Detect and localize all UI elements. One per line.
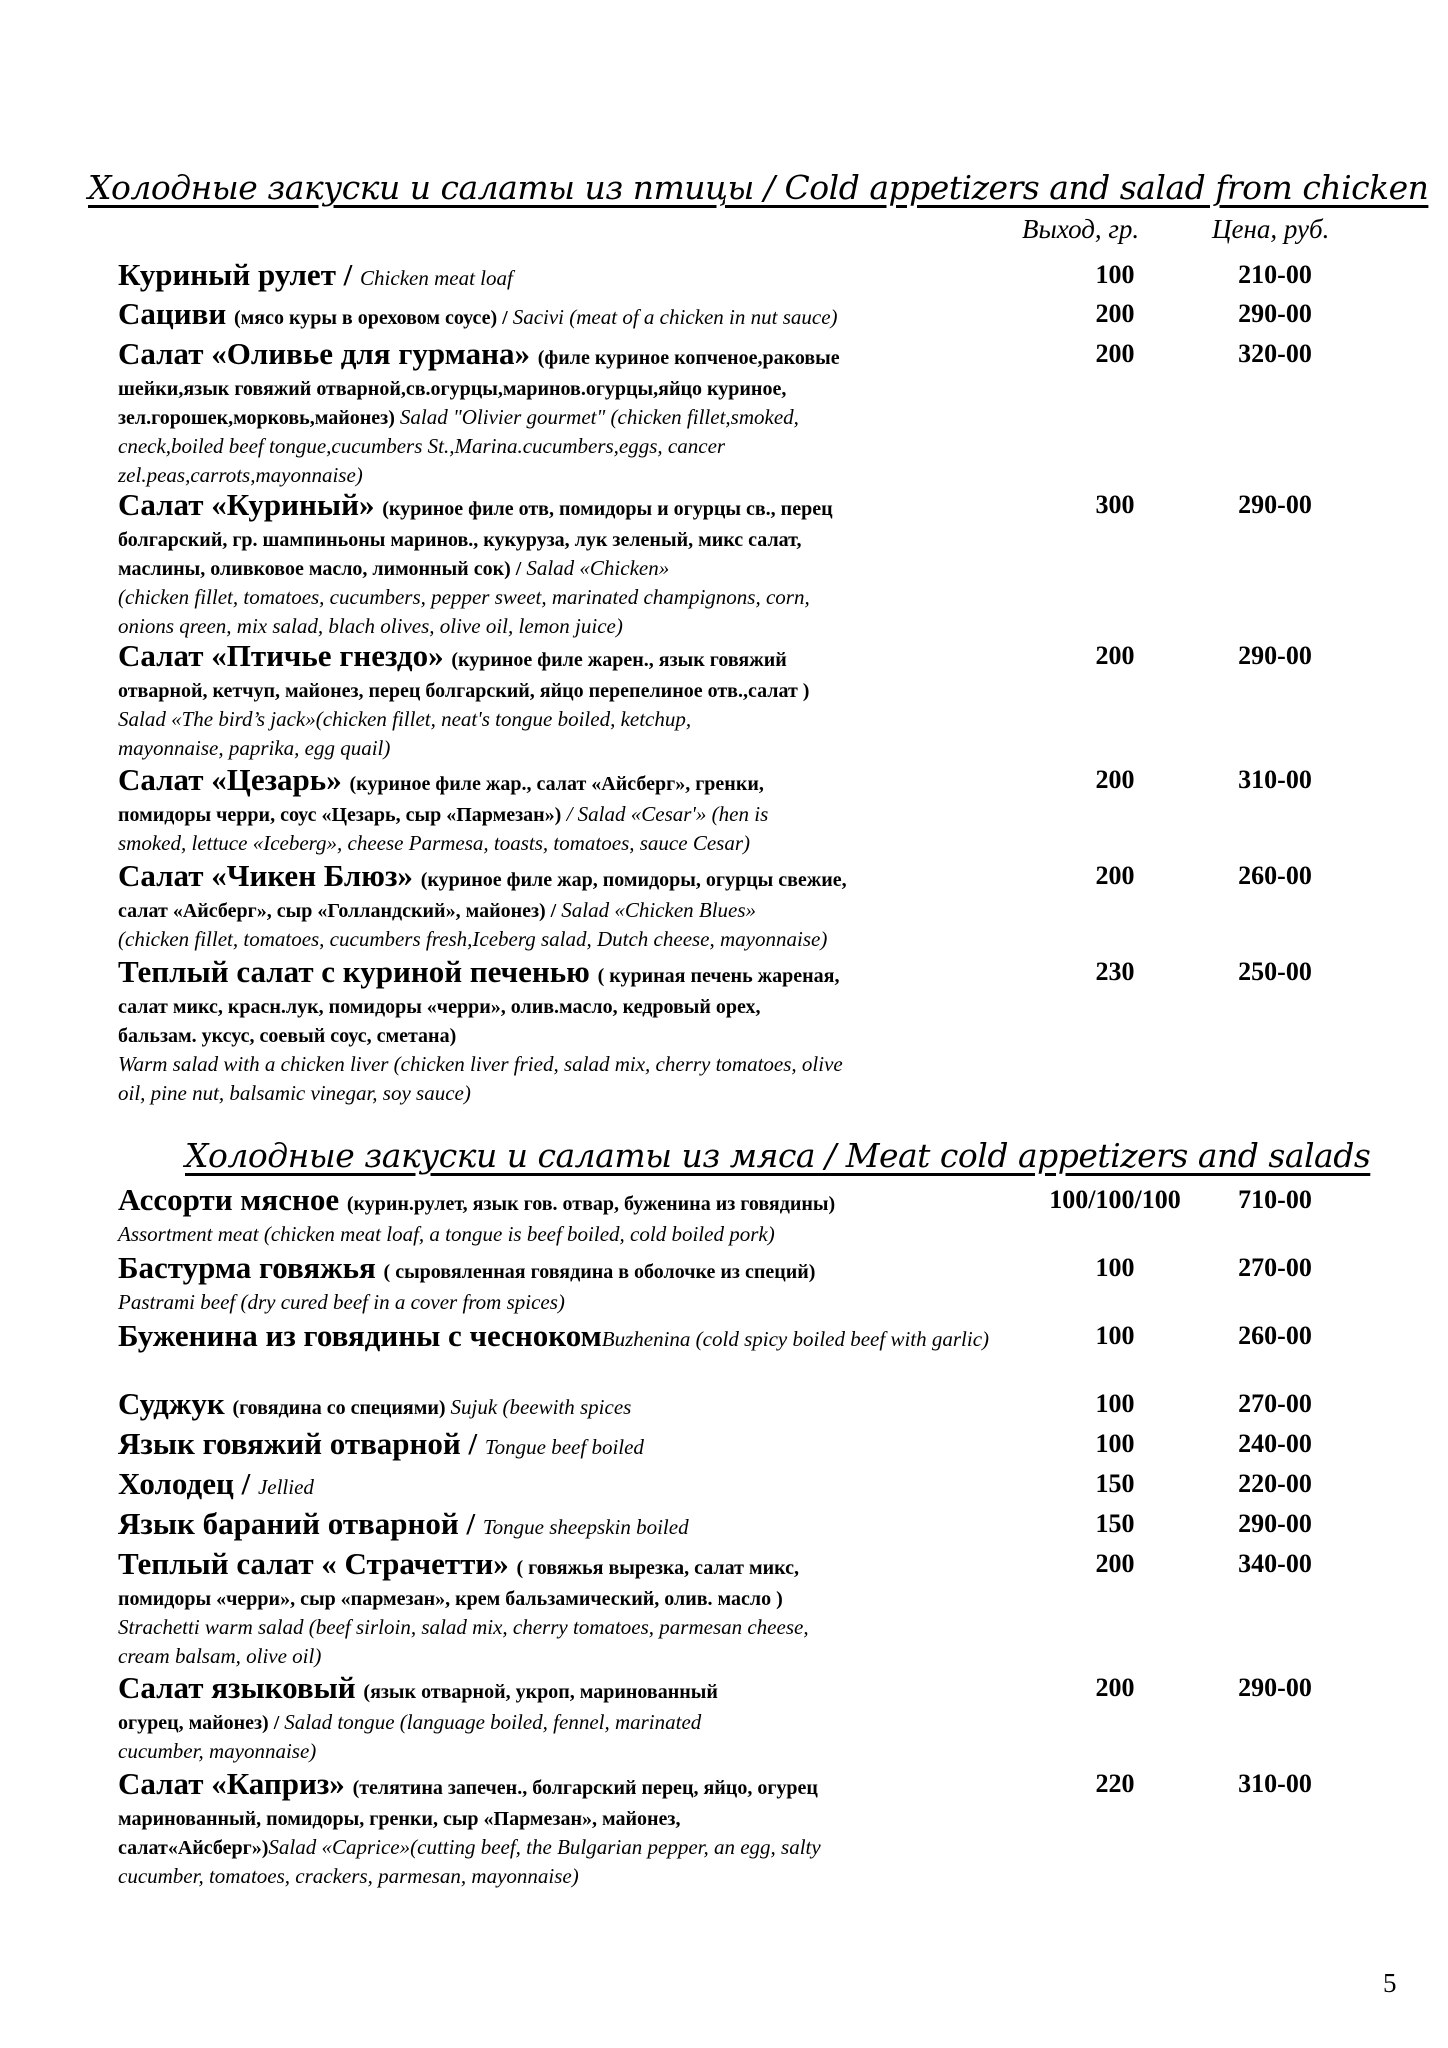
menu-item-description-en: cream balsam, olive oil): [118, 1644, 322, 1668]
menu-item-description-en: mayonnaise, paprika, egg quail): [118, 736, 391, 760]
menu-item-line: [118, 432, 998, 461]
menu-item: [118, 1544, 998, 1671]
menu-item: [118, 1424, 998, 1464]
menu-item-weight: 200: [1095, 1549, 1135, 1578]
page-number: 5: [1383, 1968, 1397, 1998]
menu-item-description-en: Tongue sheepskin boiled: [482, 1515, 689, 1539]
menu-item-weight: 100/100/100: [1049, 1185, 1181, 1214]
menu-item-name: Салат «Каприз»: [118, 1766, 353, 1801]
menu-item-description-en: Buzhenina (cold spicy boiled beef with garlic): [601, 1327, 990, 1351]
menu-item-line: [118, 1544, 998, 1584]
menu-item-price: 290-00: [1238, 641, 1312, 670]
menu-item-description-ru: шейки,язык говяжий отварной,св.огурцы,маринов.огурцы,яйцо куриное,: [118, 378, 787, 400]
menu-item-price: 270-00: [1238, 1253, 1312, 1282]
menu-item-description-ru: (куриное филе отв, помидоры и огурцы св., перец: [382, 498, 833, 520]
menu-item-name: Салат языковый: [118, 1670, 364, 1705]
menu-item-description-ru: ( говяжья вырезка, салат микс,: [516, 1557, 800, 1579]
menu-item-description-en: cucumber, tomatoes, crackers, parmesan, mayonnaise): [118, 1864, 579, 1888]
menu-item-description-ru: зел.горошек,морковь,майонез): [118, 407, 400, 429]
menu-item-name: Теплый салат « Страчетти»: [118, 1546, 517, 1581]
menu-item-line: [118, 676, 998, 705]
menu-item-line: [118, 1384, 998, 1424]
menu-item-weight: 150: [1095, 1469, 1135, 1498]
menu-item-line: [118, 1708, 998, 1737]
menu-item-price: 270-00: [1238, 1389, 1312, 1418]
menu-item-weight: 100: [1095, 1389, 1135, 1418]
menu-item-line: [118, 525, 998, 554]
menu-item-line: [118, 334, 998, 374]
menu-item-line: [118, 1021, 998, 1050]
menu-item-description-en: (chicken fillet, tomatoes, cucumbers, pepper sweet, marinated champignons, corn,: [118, 585, 810, 609]
menu-item-price: 290-00: [1238, 490, 1312, 519]
section-title-chicken: Холодные закуски и салаты из птицы / Cold appetizers and salad from chicken: [88, 168, 1429, 207]
menu-item-line: [118, 1079, 998, 1108]
menu-item-line: [118, 374, 998, 403]
menu-item-description-en: Assortment meat (chicken meat loaf, a tongue is beef boiled, cold boiled pork): [118, 1222, 775, 1246]
menu-item-description-ru: (куриное филе жарен., язык говяжий: [451, 649, 787, 671]
column-header-price: Цена, руб.: [1212, 214, 1330, 244]
menu-item-description-ru: бальзам. уксус, соевый соус, сметана): [118, 1025, 457, 1047]
menu-item-weight: 100: [1095, 1253, 1135, 1282]
menu-item-line: [118, 829, 998, 858]
menu-item-weight: 230: [1095, 957, 1135, 986]
menu-item-description-en: zel.peas,carrots,mayonnaise): [118, 463, 363, 487]
menu-item-description-en: Sujuk (beewith spices: [450, 1395, 632, 1419]
menu-item-line: [118, 734, 998, 763]
menu-item: [118, 1180, 998, 1249]
menu-item-description-en: Salad «Caprice»(cutting beef, the Bulgarian pepper, an egg, salty: [268, 1835, 821, 1859]
menu-item-line: [118, 636, 998, 676]
menu-item-line: [118, 705, 998, 734]
menu-item-price: 210-00: [1238, 260, 1312, 289]
menu-item-name: Салат «Чикен Блюз»: [118, 858, 421, 893]
menu-item-line: [118, 992, 998, 1021]
menu-item-weight: 100: [1095, 1429, 1135, 1458]
menu-item-price: 310-00: [1238, 765, 1312, 794]
menu-item-name: Бастурма говяжья: [118, 1250, 384, 1285]
menu-item-description-en: cucumber, mayonnaise): [118, 1739, 317, 1763]
menu-item: [118, 1464, 998, 1504]
menu-item-line: [118, 925, 998, 954]
menu-item-line: [118, 856, 998, 896]
menu-item-line: [118, 896, 998, 925]
menu-item-line: [118, 1220, 998, 1249]
menu-item-name: Холодец /: [118, 1466, 258, 1501]
menu-item: [118, 485, 998, 641]
menu-item: [118, 1248, 998, 1317]
menu-item-description-ru: (мясо куры в ореховом соусе) /: [233, 307, 513, 329]
menu-item-name: Суджук: [118, 1386, 233, 1421]
menu-item-line: [118, 255, 998, 295]
menu-item-description-ru: маслины, оливковое масло, лимонный сок) /: [118, 558, 527, 580]
menu-item-price: 220-00: [1238, 1469, 1312, 1498]
menu-item-description-en: Jellied: [257, 1475, 314, 1499]
menu-item-description-ru: (язык отварной, укроп, маринованный: [363, 1681, 718, 1703]
menu-item-line: [118, 1050, 998, 1079]
menu-item: [118, 856, 998, 954]
menu-item-description-ru: (филе куриное копченое,раковые: [537, 347, 840, 369]
menu-item-line: [118, 1316, 998, 1356]
menu-item-price: 310-00: [1238, 1769, 1312, 1798]
menu-item-description-ru: (куриное филе жар, помидоры, огурцы свежие,: [420, 869, 847, 891]
menu-item-line: [118, 760, 998, 800]
menu-item-description-en: / Salad «Cesar'» (hen is: [561, 802, 769, 826]
menu-item-weight: 200: [1095, 1673, 1135, 1702]
menu-item-description-en: Tongue beef boiled: [484, 1435, 644, 1459]
menu-item-price: 710-00: [1238, 1185, 1312, 1214]
menu-item-description-en: Salad "Olivier gourmet" (chicken fillet,smoked,: [399, 405, 799, 429]
column-header-weight: Выход, гр.: [1022, 214, 1140, 244]
menu-item-name: Теплый салат с куриной печенью: [118, 954, 598, 989]
menu-item-line: [118, 1833, 998, 1862]
menu-item-line: [118, 403, 998, 432]
menu-item-price: 250-00: [1238, 957, 1312, 986]
menu-item-line: [118, 1584, 998, 1613]
menu-item-description-en: Salad «Chicken»: [526, 556, 670, 580]
menu-item: [118, 636, 998, 763]
menu-item-weight: 220: [1095, 1769, 1135, 1798]
menu-item-description-ru: салат«Айсберг»): [118, 1837, 269, 1859]
menu-item-description-ru: (говядина со специями): [232, 1397, 451, 1419]
menu-item-weight: 100: [1095, 260, 1135, 289]
menu-item-weight: 300: [1095, 490, 1135, 519]
menu-item-description-en: onions qreen, mix salad, blach olives, olive oil, lemon juice): [118, 614, 623, 638]
menu-item: [118, 1504, 998, 1544]
menu-item-description-en: (chicken fillet, tomatoes, cucumbers fresh,Iceberg salad, Dutch cheese, mayonnaise): [118, 927, 828, 951]
menu-item-line: [118, 1613, 998, 1642]
menu-item-line: [118, 800, 998, 829]
menu-item-line: [118, 1862, 998, 1891]
menu-item-price: 320-00: [1238, 339, 1312, 368]
menu-item-weight: 200: [1095, 299, 1135, 328]
menu-item-description-ru: ( куриная печень жареная,: [597, 965, 840, 987]
menu-item-description-en: Chicken meat loaf: [360, 266, 513, 290]
menu-item-price: 340-00: [1238, 1549, 1312, 1578]
menu-item-line: [118, 1504, 998, 1544]
menu-item-price: 260-00: [1238, 1321, 1312, 1350]
menu-item-description-en: Salad «The bird’s jack»(chicken fillet, neat's tongue boiled, ketchup,: [118, 707, 692, 731]
menu-item-line: [118, 1288, 998, 1317]
menu-item-name: Язык бараний отварной /: [118, 1506, 483, 1541]
menu-item: [118, 1316, 998, 1356]
menu-item: [118, 1384, 998, 1424]
menu-item-weight: 200: [1095, 641, 1135, 670]
menu-item-line: [118, 554, 998, 583]
menu-item-description-ru: болгарский, гр. шампиньоны маринов., кукуруза, лук зеленый, микс салат,: [118, 529, 802, 551]
menu-item-description-en: Warm salad with a chicken liver (chicken liver fried, salad mix, cherry tomatoes, olive: [118, 1052, 843, 1076]
menu-item-line: [118, 952, 998, 992]
menu-item-name: Язык говяжий отварной /: [118, 1426, 485, 1461]
menu-item-price: 240-00: [1238, 1429, 1312, 1458]
menu-item-description-ru: салат «Айсберг», сыр «Голландский», майонез) /: [118, 900, 562, 922]
menu-item-line: [118, 1764, 998, 1804]
menu-item-description-ru: огурец, майонез) /: [118, 1712, 285, 1734]
menu-item: [118, 334, 998, 490]
menu-item-line: [118, 485, 998, 525]
menu-item-name: Салат «Птичье гнездо»: [118, 638, 452, 673]
menu-item-name: Салат «Оливье для гурмана»: [118, 336, 538, 371]
menu-item-name: Буженина из говядины с чесноком: [118, 1318, 602, 1353]
menu-item: [118, 1668, 998, 1766]
menu-item-name: Куриный рулет /: [118, 257, 361, 292]
menu-item-description-en: Salad tongue (language boiled, fennel, marinated: [284, 1710, 702, 1734]
menu-item-description-ru: (курин.рулет, язык гов. отвар, буженина из говядины): [346, 1193, 836, 1215]
menu-item: [118, 255, 998, 295]
menu-item-description-en: Sacivi (meat of a chicken in nut sauce): [512, 305, 838, 329]
section-title-meat: Холодные закуски и салаты из мяса / Meat cold appetizers and salads: [185, 1136, 1371, 1175]
menu-item-description-ru: ( сыровяленная говядина в оболочке из специй): [383, 1261, 816, 1283]
menu-item-description-ru: отварной, кетчуп, майонез, перец болгарский, яйцо перепелиное отв.,салат ): [118, 680, 810, 702]
menu-item-name: Салат «Цезарь»: [118, 762, 350, 797]
menu-item-line: [118, 294, 998, 334]
menu-item-description-ru: помидоры «черри», сыр «пармезан», крем бальзамический, олив. масло ): [118, 1588, 783, 1610]
menu-item-price: 290-00: [1238, 1509, 1312, 1538]
menu-item-description-en: Pastrami beef (dry cured beef in a cover from spices): [118, 1290, 565, 1314]
menu-item-weight: 200: [1095, 861, 1135, 890]
menu-item-price: 290-00: [1238, 299, 1312, 328]
menu-item-description-ru: (телятина запечен., болгарский перец, яйцо, огурец: [352, 1777, 818, 1799]
menu-item: [118, 952, 998, 1108]
menu-item-description-en: smoked, lettuce «Iceberg», cheese Parmesa, toasts, tomatoes, sauce Cesar): [118, 831, 750, 855]
menu-item-price: 260-00: [1238, 861, 1312, 890]
menu-item-weight: 200: [1095, 339, 1135, 368]
menu-item-line: [118, 1248, 998, 1288]
menu-item-line: [118, 583, 998, 612]
menu-item-name: Салат «Куриный»: [118, 487, 383, 522]
menu-item: [118, 1764, 998, 1891]
menu-item-weight: 100: [1095, 1321, 1135, 1350]
menu-item-line: [118, 1424, 998, 1464]
menu-item-description-ru: помидоры черри, соус «Цезарь, сыр «Пармезан»): [118, 804, 562, 826]
menu-item-weight: 200: [1095, 765, 1135, 794]
menu-item-line: [118, 1180, 998, 1220]
menu-item-description-en: cneck,boiled beef tongue,cucumbers St.,Marina.cucumbers,eggs, cancer: [118, 434, 726, 458]
menu-item-description-ru: салат микс, красн.лук, помидоры «черри», олив.масло, кедровый орех,: [118, 996, 761, 1018]
menu-item-name: Сациви: [118, 296, 234, 331]
menu-item-name: Ассорти мясное: [118, 1182, 347, 1217]
menu-item-description-en: Salad «Chicken Blues»: [561, 898, 757, 922]
menu-item-line: [118, 1642, 998, 1671]
menu-item-description-ru: (куриное филе жар., салат «Айсберг», гренки,: [349, 773, 764, 795]
menu-item: [118, 294, 998, 334]
menu-item-price: 290-00: [1238, 1673, 1312, 1702]
menu-item-line: [118, 1804, 998, 1833]
menu-item-line: [118, 1668, 998, 1708]
menu-item-description-en: Strachetti warm salad (beef sirloin, salad mix, cherry tomatoes, parmesan cheese,: [118, 1615, 809, 1639]
menu-item-weight: 150: [1095, 1509, 1135, 1538]
menu-item: [118, 760, 998, 858]
menu-item-description-ru: маринованный, помидоры, гренки, сыр «Пармезан», майонез,: [118, 1808, 681, 1830]
menu-item-line: [118, 1464, 998, 1504]
menu-item-line: [118, 1737, 998, 1766]
menu-item-description-en: oil, pine nut, balsamic vinegar, soy sauce): [118, 1081, 471, 1105]
